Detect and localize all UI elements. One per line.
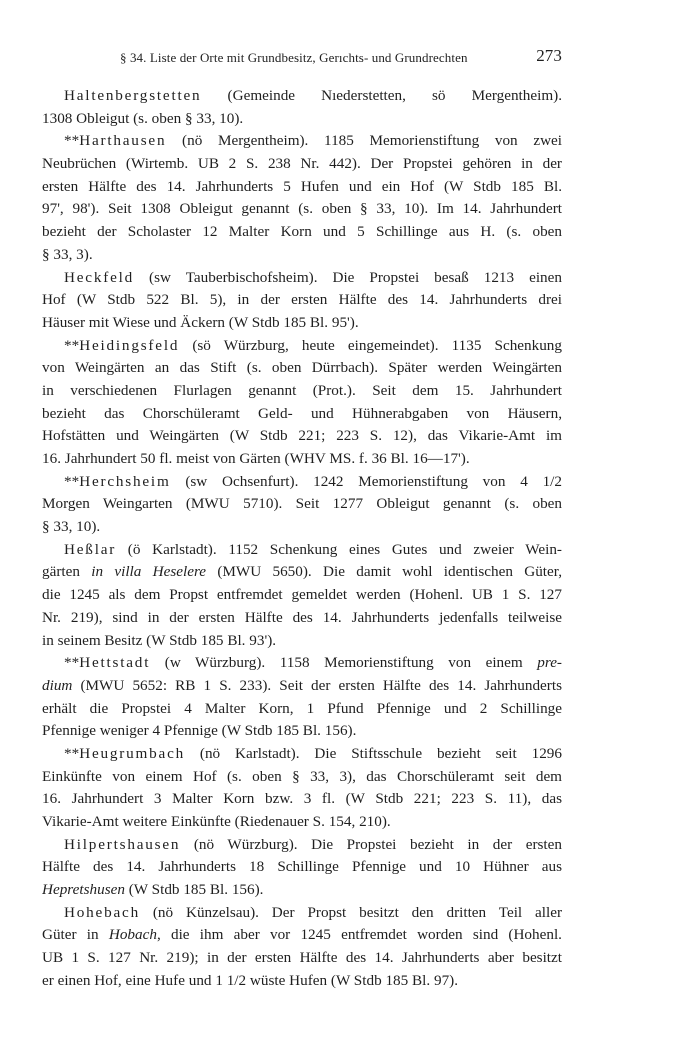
italic-term: Hobach: [108, 926, 157, 944]
entry-first-line: [42, 743, 562, 766]
text-run: (nö Karlstadt). Die Stiftsschule bezieht seit 1296: [185, 744, 562, 762]
running-head: [120, 46, 562, 68]
text-run: in verschiedenen Flurlagen genannt (Prot.). Seit dem 15. Jahrhundert: [42, 381, 562, 399]
text-run: **: [64, 132, 80, 150]
text-run: § 33, 3).: [42, 245, 93, 263]
italic-term: Hepretshusen: [42, 881, 125, 899]
text-body: [42, 85, 562, 993]
text-run: **: [64, 472, 80, 490]
text-run: er einen Hof, eine Hufe und 1 1/2 wüste Hufen (W Stdb 185 Bl. 97).: [42, 971, 459, 989]
place-name: Harthausen: [79, 132, 167, 150]
text-run: (MWU 5650). Die damit wohl identischen Güter,: [206, 563, 562, 581]
text-run: , die ihm aber vor 1245 entfremdet worden sind (Hohenl.: [156, 926, 562, 944]
text-run: UB 1 S. 127 Nr. 219); in der ersten Hälfte des 14. Jahrhunderts aber besitzt: [42, 949, 562, 967]
text-run: (sw Ochsenfurt). 1242 Memorienstiftung von 4 1/2: [170, 472, 562, 490]
place-name: Haltenbergstetten: [64, 87, 202, 104]
entry-first-line: [42, 471, 562, 494]
place-name: Hettstadt: [79, 654, 151, 672]
italic-term: pre-: [537, 654, 562, 672]
entry-line: [42, 698, 562, 721]
entry-line: [42, 856, 562, 879]
entry-line: [42, 630, 562, 653]
place-name: Heckfeld: [64, 268, 135, 286]
book-page: [42, 0, 562, 1048]
entry-line: [42, 448, 562, 471]
entry-paragraph: [42, 267, 562, 335]
entry-line: [42, 811, 562, 834]
entry-first-line: [42, 335, 562, 358]
page-number: 273: [536, 46, 562, 65]
entry-line: [42, 176, 562, 199]
entry-line: [42, 425, 562, 448]
entry-first-line: [42, 902, 562, 925]
text-run: 16. Jahrhundert 3 Malter Korn bzw. 3 fl. (W Stdb 221; 223 S. 11), das: [42, 790, 562, 808]
text-run: ersten Hälfte des 14. Jahrhunderts 5 Hufen und ein Hof (W Stdb 185 Bl.: [42, 177, 562, 195]
text-run: in seinem Besitz (W Stdb 185 Bl. 93').: [42, 631, 277, 649]
entry-paragraph: [42, 130, 562, 266]
italic-term: in villa Heselere: [91, 563, 207, 581]
text-run: 1308 Obleigut (s. oben § 33, 10).: [42, 109, 244, 127]
text-run: Güter in: [42, 926, 109, 944]
entry-line: [42, 289, 562, 312]
text-run: (nö Künzelsau). Der Propst besitzt den dritten Teil aller: [139, 903, 562, 921]
entry-first-line: [42, 539, 562, 562]
text-run: bezieht der Scholaster 12 Malter Korn und 5 Schillinge aus H. (s. oben: [42, 223, 562, 241]
text-run: (sw Tauberbischofsheim). Die Propstei besaß 1213 einen: [134, 268, 562, 286]
entry-line: [42, 584, 562, 607]
text-run: Hälfte des 14. Jahrhunderts 18 Schillinge Pfennige und 10 Hühner aus: [42, 858, 562, 876]
text-run: Nr. 219), sind in der ersten Hälfte des 14. Jahrhunderts jedenfalls teilweise: [42, 608, 562, 626]
text-run: erhält die Propstei 4 Malter Korn, 1 Pfund Pfennige und 2 Schillinge: [42, 699, 562, 717]
text-run: 16. Jahrhundert 50 fl. meist von Gärten (WHV MS. f. 36 Bl. 16—17').: [42, 450, 470, 467]
entry-first-line: [42, 85, 562, 108]
entry-line: [42, 720, 562, 743]
text-run: gärten: [42, 563, 92, 581]
place-name: Herchsheim: [79, 472, 171, 490]
text-run: Pfennige weniger 4 Pfennige (W Stdb 185 Bl. 156).: [42, 722, 357, 740]
text-run: (sö Würzburg, heute eingemeindet). 1135 Schenkung: [179, 336, 562, 354]
entry-line: [42, 403, 562, 426]
text-run: von Weingärten an das Stift (s. oben Dürrbach). Später werden Weingärten: [42, 359, 562, 377]
entry-line: [42, 493, 562, 516]
text-run: Morgen Weingarten (MWU 5710). Seit 1277 Obleigut genannt (s. oben: [42, 495, 562, 513]
entry-line: [42, 675, 562, 698]
place-name: Hilpertshausen: [64, 835, 181, 853]
entry-line: [42, 924, 562, 947]
text-run: (W Stdb 185 Bl. 156).: [124, 881, 264, 899]
entry-line: [42, 766, 562, 789]
entry-line: [42, 221, 562, 244]
text-run: **: [64, 336, 80, 354]
entry-first-line: [42, 652, 562, 675]
text-run: (ö Karlstadt). 1152 Schenkung eines Gutes und zweier Wein-: [116, 540, 562, 558]
place-name: Heidingsfeld: [79, 336, 180, 354]
entry-paragraph: [42, 902, 562, 993]
running-title: § 34. Liste der Orte mit Grundbesitz, Gerıchts- und Grundrechten: [120, 50, 468, 65]
text-run: (nö Würzburg). Die Propstei bezieht in der ersten: [180, 835, 562, 853]
place-name: Heugrumbach: [79, 744, 186, 762]
place-name: Heßlar: [64, 540, 117, 558]
entry-line: [42, 970, 562, 993]
entry-paragraph: [42, 471, 562, 539]
entry-first-line: [42, 130, 562, 153]
text-run: **: [64, 654, 80, 672]
entry-line: [42, 198, 562, 221]
text-run: (Gemeinde Nıederstetten, sö Mergentheim).: [201, 87, 562, 104]
entry-line: [42, 357, 562, 380]
text-run: Neubrüchen (Wirtemb. UB 2 S. 238 Nr. 442). Der Propstei gehören in der: [42, 155, 562, 173]
text-run: Vikarie-Amt weitere Einkünfte (Riedenauer S. 154, 210).: [42, 813, 391, 830]
entry-paragraph: [42, 652, 562, 743]
text-run: die 1245 als dem Propst entfremdet gemeldet werden (Hohenl. UB 1 S. 127: [42, 586, 562, 604]
entry-line: [42, 312, 562, 335]
entry-line: [42, 788, 562, 811]
entry-line: [42, 153, 562, 176]
entry-paragraph: [42, 85, 562, 130]
entry-line: [42, 607, 562, 630]
text-run: 97', 98'). Seit 1308 Obleigut genannt (s. oben § 33, 10). Im 14. Jahrhundert: [42, 200, 562, 218]
text-run: (MWU 5652: RB 1 S. 233). Seit der ersten Hälfte des 14. Jahrhunderts: [72, 676, 562, 694]
entry-line: [42, 380, 562, 403]
text-run: **: [64, 744, 80, 762]
entry-line: [42, 561, 562, 584]
text-run: Hof (W Stdb 522 Bl. 5), in der ersten Hälfte des 14. Jahrhunderts drei: [42, 291, 562, 309]
entry-first-line: [42, 834, 562, 857]
text-run: bezieht das Chorschüleramt Geld- und Hühnerabgaben von Häusern,: [42, 404, 562, 422]
text-run: Einkünfte von einem Hof (s. oben § 33, 3), das Chorschüleramt seit dem: [42, 767, 562, 785]
entry-first-line: [42, 267, 562, 290]
entry-line: [42, 947, 562, 970]
text-run: § 33, 10).: [42, 518, 101, 536]
place-name: Hohebach: [64, 903, 140, 921]
entry-line: [42, 108, 562, 131]
entry-line: [42, 879, 562, 902]
entry-paragraph: [42, 539, 562, 652]
entry-paragraph: [42, 834, 562, 902]
text-run: (w Würzburg). 1158 Memorienstiftung von einem: [150, 654, 538, 672]
text-run: Häuser mit Wiese und Äckern (W Stdb 185 Bl. 95').: [42, 313, 359, 331]
entry-paragraph: [42, 743, 562, 834]
entry-line: [42, 244, 562, 267]
entry-line: [42, 516, 562, 539]
entry-paragraph: [42, 335, 562, 471]
italic-term: dium: [42, 676, 73, 694]
text-run: Hofstätten und Weingärten (W Stdb 221; 223 S. 12), das Vikarie-Amt im: [42, 427, 562, 445]
text-run: (nö Mergentheim). 1185 Memorienstiftung von zwei: [166, 132, 562, 150]
